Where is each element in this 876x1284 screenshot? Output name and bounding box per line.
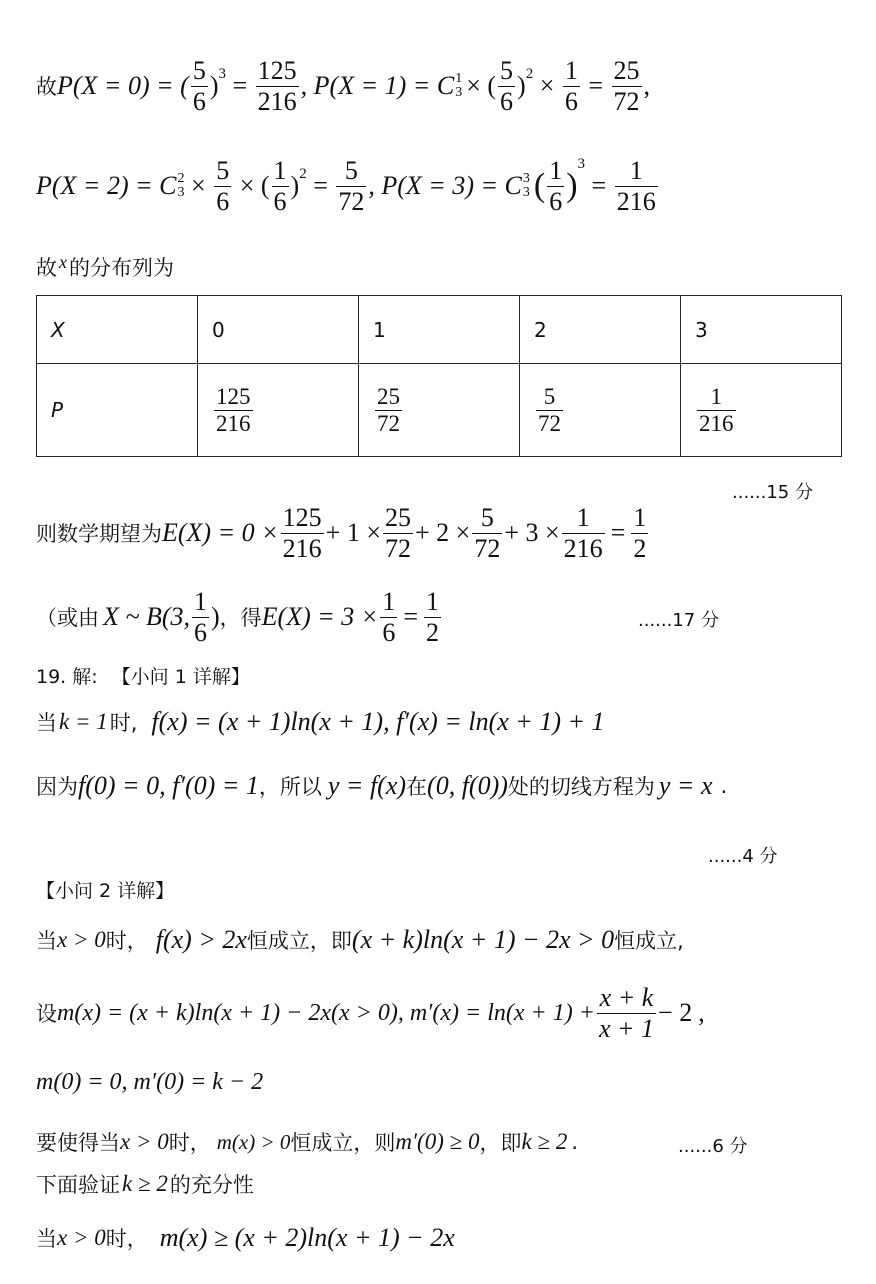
table-header-x: X bbox=[37, 296, 198, 364]
m0-line: m(0) = 0, m′(0) = k − 2 bbox=[36, 1068, 264, 1095]
distribution-intro: 故 x 的分布列为 bbox=[36, 251, 174, 280]
table-cell: $\frac{25}{72}$ bbox=[359, 364, 520, 457]
p3-exponent: 3 bbox=[577, 155, 586, 172]
tangent-line: 因为 f(0) = 0, f′(0) = 1 ，所以 y = f(x) 在 (0, f(0)) 处的切线方程为 y = x . bbox=[36, 771, 728, 800]
p2-lhs: P(X = 2) = C bbox=[36, 171, 177, 200]
prob-line-2: P(X = 2) = C 2 3 × $\frac{5}{6}$ × ( $\frac{1}{6}$ ) 2 = $\frac{5}{72}$ , P(X = 3) = C 3 3 ( $\frac{1}{6}$ ) 3 = $\frac{1}{216}$ bbox=[36, 155, 656, 216]
need-line: 要使得当 x > 0 时， m(x) > 0 恒成立，则 m′(0) ≥ 0 ，即 k ≥ 2 . bbox=[36, 1129, 579, 1155]
q19-header bbox=[36, 662, 250, 689]
p1-combination-index: 1 3 bbox=[455, 71, 463, 100]
p1-fraction-2: $\frac{1}{6}$ bbox=[564, 55, 578, 116]
table-cell: 2 bbox=[520, 296, 681, 364]
alternate-line: （或由 X ~ B(3, $\frac{1}{6}$ ) ，得 E(X) = 3 × $\frac{1}{6}$ = $\frac{1}{2}$ bbox=[36, 586, 440, 647]
p3-combination-index: 3 3 bbox=[522, 171, 530, 200]
score-6: ......6 分 bbox=[678, 1136, 748, 1157]
alt-fraction: $\frac{1}{6}$ bbox=[382, 586, 396, 647]
expectation-term-2: $\frac{25}{72}$ bbox=[385, 502, 411, 563]
p1-mid: × ( bbox=[466, 71, 497, 100]
gu-prefix: 故 bbox=[36, 75, 57, 99]
table-cell: 1 bbox=[359, 296, 520, 364]
cond2-line: 当 x > 0 时， f(x) > 2x 恒成立，即 (x + k)ln(x + 1) − 2x > 0 恒成立, bbox=[36, 925, 684, 954]
table-cell: 3 bbox=[681, 296, 842, 364]
p0-result: $\frac{125}{216}$ bbox=[257, 55, 297, 116]
expectation-result: $\frac{1}{2}$ bbox=[633, 502, 647, 563]
table-row bbox=[37, 364, 842, 457]
table-row bbox=[37, 296, 842, 364]
p0-lhs: P(X = 0) = ( bbox=[57, 71, 189, 100]
p3-lhs: , P(X = 3) = C bbox=[368, 171, 522, 200]
p3-result: $\frac{1}{216}$ bbox=[616, 155, 656, 216]
binomial-p: $\frac{1}{6}$ bbox=[194, 586, 207, 647]
p0-fraction: $\frac{5}{6}$ bbox=[192, 55, 206, 116]
expectation-term-4: $\frac{1}{216}$ bbox=[563, 502, 603, 563]
score-15: ......15 分 bbox=[732, 482, 813, 503]
q19-label: 19. 解: bbox=[36, 666, 98, 688]
part2-heading: 【小问 2 详解】 bbox=[36, 880, 175, 902]
var-x: x bbox=[59, 251, 67, 272]
score-4: ......4 分 bbox=[708, 846, 778, 867]
last-line: 当 x > 0 时， m(x) ≥ (x + 2)ln(x + 1) − 2x bbox=[36, 1223, 455, 1252]
score-17: ......17 分 bbox=[638, 610, 719, 631]
table-cell: 0 bbox=[198, 296, 359, 364]
table-cell: $\frac{1}{216}$ bbox=[681, 364, 842, 457]
expectation-term-1: $\frac{125}{216}$ bbox=[282, 502, 322, 563]
expectation-term-3: $\frac{5}{72}$ bbox=[474, 502, 501, 563]
distribution-table bbox=[36, 295, 842, 457]
p2-fraction-1: $\frac{5}{6}$ bbox=[216, 155, 230, 216]
p2-exponent: 2 bbox=[299, 165, 307, 182]
p3-fraction: $\frac{1}{6}$ bbox=[549, 155, 563, 216]
table-header-p: P bbox=[37, 364, 198, 457]
p0-exponent: 3 bbox=[218, 65, 226, 82]
p2-fraction-2: $\frac{1}{6}$ bbox=[273, 155, 287, 216]
expectation-line: 则数学期望为 E(X) = 0 × $\frac{125}{216}$ + 1 × $\frac{25}{72}$ + 2 × $\frac{5}{72}$ + 3 × $\frac{1}{216}$ = $\frac{1}{2}$ bbox=[36, 502, 647, 563]
verify-line: 下面验证 k ≥ 2 的充分性 bbox=[36, 1171, 254, 1197]
prob-line-1: 故 P(X = 0) = ( $\frac{5}{6}$ ) 3 = $\frac{125}{216}$ , P(X = 1) = C 1 3 × ( $\frac{5}{6}$ ) 2 × $\frac{1}{6}$ = $\frac{25}{72}$ , bbox=[36, 55, 651, 116]
part1-heading: 【小问 1 详解】 bbox=[111, 666, 250, 688]
p2-result: $\frac{5}{72}$ bbox=[338, 155, 365, 216]
p1-result: $\frac{25}{72}$ bbox=[613, 55, 640, 116]
k1-line: 当 k = 1 时, f(x) = (x + 1)ln(x + 1), f′(x) = ln(x + 1) + 1 bbox=[36, 707, 605, 736]
p1-fraction: $\frac{5}{6}$ bbox=[500, 55, 514, 116]
alt-result: $\frac{1}{2}$ bbox=[426, 586, 440, 647]
m-definition-line: 设 m(x) = (x + k)ln(x + 1) − 2x(x > 0), m′(x) = ln(x + 1) + $\frac{x + k}{x + 1}$ − 2 , bbox=[36, 982, 705, 1043]
table-cell: $\frac{125}{216}$ bbox=[198, 364, 359, 457]
p2-combination-index: 2 3 bbox=[177, 171, 185, 200]
m-prime-fraction: $\frac{x + k}{x + 1}$ bbox=[598, 982, 655, 1043]
table-cell: $\frac{5}{72}$ bbox=[520, 364, 681, 457]
p1-exponent: 2 bbox=[525, 65, 534, 82]
p1-lhs: , P(X = 1) = C bbox=[300, 71, 455, 100]
